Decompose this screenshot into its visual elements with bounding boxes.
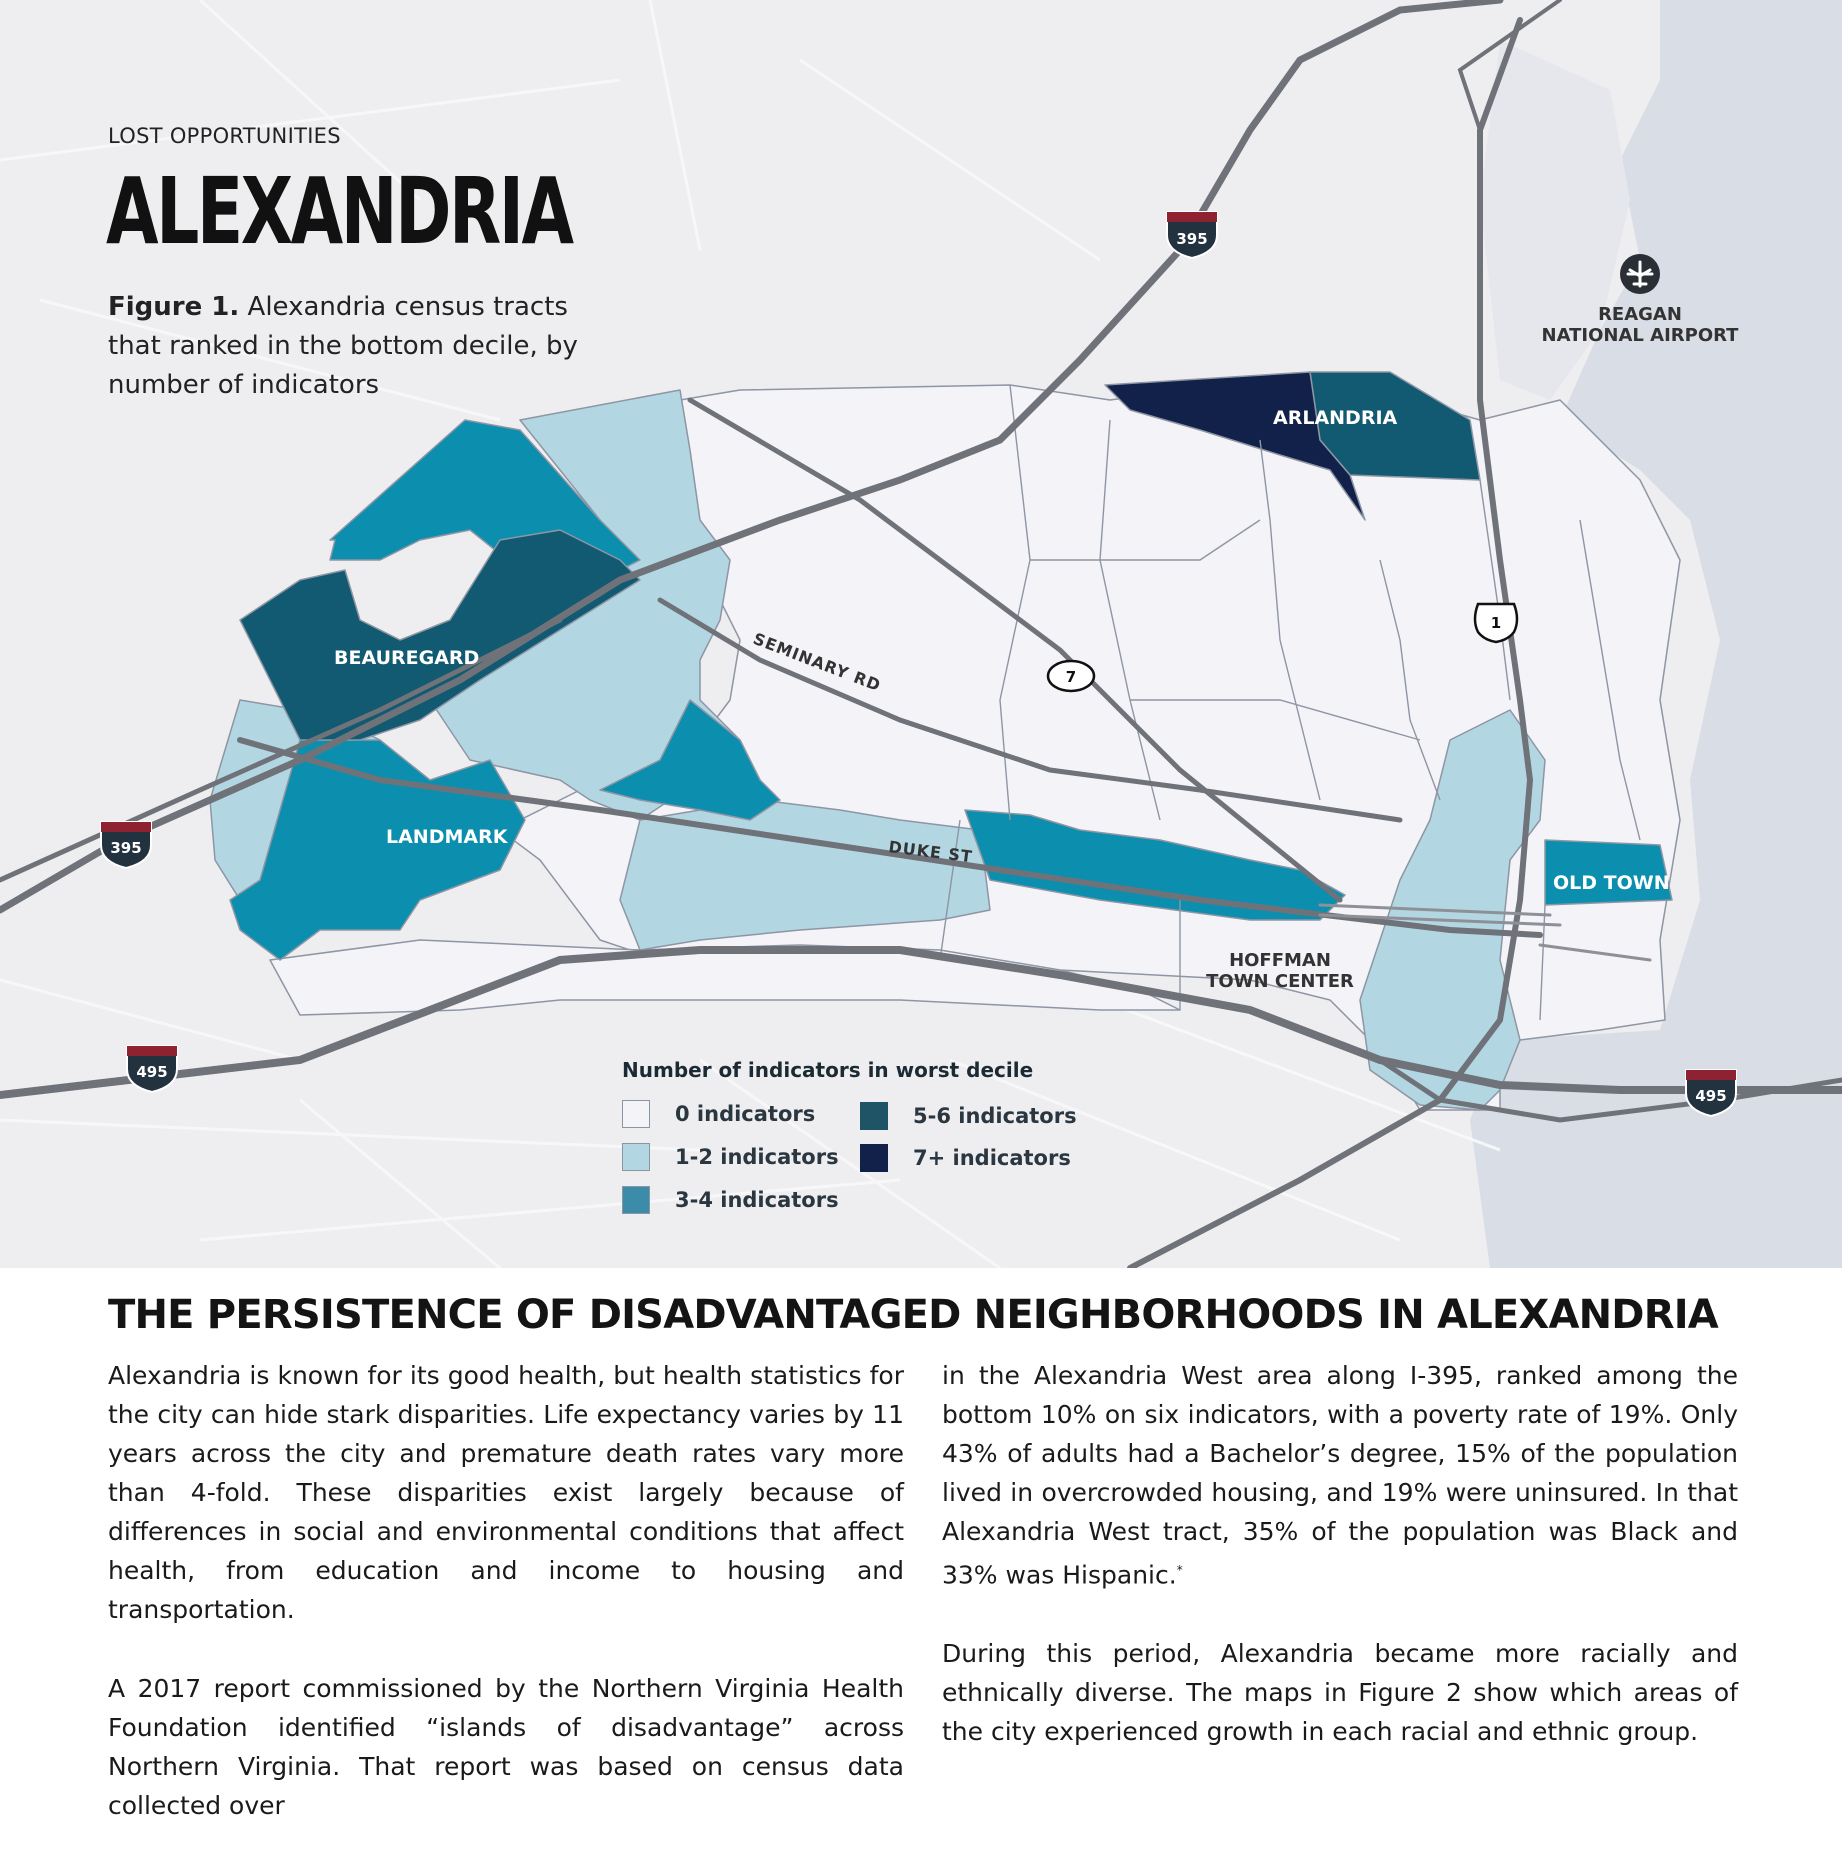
figure-label: Figure 1. — [108, 292, 240, 322]
legend-swatch-1 — [622, 1143, 650, 1171]
legend-swatch-0 — [622, 1100, 650, 1128]
paragraph-with-footnote — [942, 1356, 1738, 1594]
legend-item-1 — [622, 1143, 839, 1171]
reagan-label: REAGAN — [1598, 304, 1682, 325]
article-column-right — [942, 1356, 1738, 1865]
national-airport-label: NATIONAL AIRPORT — [1541, 325, 1739, 346]
beauregard-label: BEAUREGARD — [334, 647, 480, 669]
kicker: LOST OPPORTUNITIES — [108, 124, 341, 148]
reagan-airport-label — [1530, 304, 1750, 346]
va7-shield — [1048, 661, 1094, 691]
us1-label: 1 — [1490, 614, 1502, 632]
duke-st-label: DUKE ST — [887, 837, 974, 867]
old-town-label: OLD TOWN — [1553, 872, 1670, 894]
legend-item-4 — [860, 1144, 1071, 1172]
legend-label-4: 7+ indicators — [913, 1146, 1071, 1170]
town-center-label: TOWN CENTER — [1206, 971, 1354, 992]
i395-shield-left — [101, 822, 151, 868]
seminary-rd-label: SEMINARY RD — [750, 628, 884, 696]
i395-top-label: 395 — [1176, 230, 1208, 248]
i395-left-label: 395 — [110, 839, 142, 857]
article-heading: THE PERSISTENCE OF DISADVANTAGED NEIGHBORHOODS IN ALEXANDRIA — [108, 1292, 1718, 1338]
legend-label-1: 1-2 indicators — [675, 1145, 839, 1169]
hoffman-label: HOFFMAN — [1229, 950, 1331, 971]
va7-label: 7 — [1065, 668, 1077, 686]
i495-shield-right — [1686, 1070, 1736, 1116]
legend-item-3 — [860, 1102, 1077, 1130]
figure-caption — [108, 288, 628, 405]
page-title: ALEXANDRIA — [106, 158, 572, 265]
legend-title: Number of indicators in worst decile — [622, 1058, 1034, 1082]
article-column-left — [108, 1356, 904, 1865]
paragraph: During this period, Alexandria became more racially and ethnically diverse. The maps in Figure 2 show which areas of the city experienced growth in each racial and ethnic group. — [942, 1639, 1738, 1747]
i495-shield-left — [127, 1046, 177, 1092]
landmark-label: LANDMARK — [386, 826, 508, 848]
paragraph: in the Alexandria West area along I-395, ranked among the bottom 10% on six indicators, with a poverty rate of 19%. Only 43% of adults had a Bachelor’s degree, 15% of the population lived in overcrowded housing, and 19% were uninsured. In that Alexandria West tract, 35% of the population was Black and 33% was Hispanic. — [942, 1361, 1738, 1590]
legend-label-2: 3-4 indicators — [675, 1188, 839, 1212]
legend-swatch-4 — [860, 1144, 888, 1172]
i495-right-label: 495 — [1695, 1087, 1727, 1105]
legend-label-3: 5-6 indicators — [913, 1104, 1077, 1128]
paragraph: Alexandria is known for its good health, but health statistics for the city can hide stark disparities. Life expectancy varies by 11 years across the city and premature death rates vary more than 4-fold. These disparities exist largely because of differences in social and environmental conditions that affect health, from education and income to housing and transportation. — [108, 1361, 904, 1624]
legend-item-2 — [622, 1186, 839, 1214]
legend-item-0 — [622, 1100, 815, 1128]
hoffman-town-center-label — [1200, 950, 1360, 992]
legend-swatch-2 — [622, 1186, 650, 1214]
paragraph: A 2017 report commissioned by the Northern Virginia Health Foundation identified “islands of disadvantage” across Northern Virginia. That report was based on census data collected over — [108, 1674, 904, 1820]
us1-shield — [1475, 604, 1517, 642]
footnote-marker: * — [1176, 1563, 1183, 1577]
arlandria-label: ARLANDRIA — [1273, 407, 1398, 429]
legend-swatch-3 — [860, 1102, 888, 1130]
airplane-icon — [1620, 254, 1660, 294]
map-legend — [622, 1058, 1122, 1228]
article — [108, 1292, 1738, 1865]
article-columns — [108, 1356, 1738, 1865]
figure-caption-text: Alexandria census tracts that ranked in the bottom decile, by number of indicators — [108, 292, 578, 400]
i395-shield-top — [1167, 212, 1217, 258]
legend-label-0: 0 indicators — [675, 1102, 816, 1126]
i495-left-label: 495 — [136, 1063, 168, 1081]
